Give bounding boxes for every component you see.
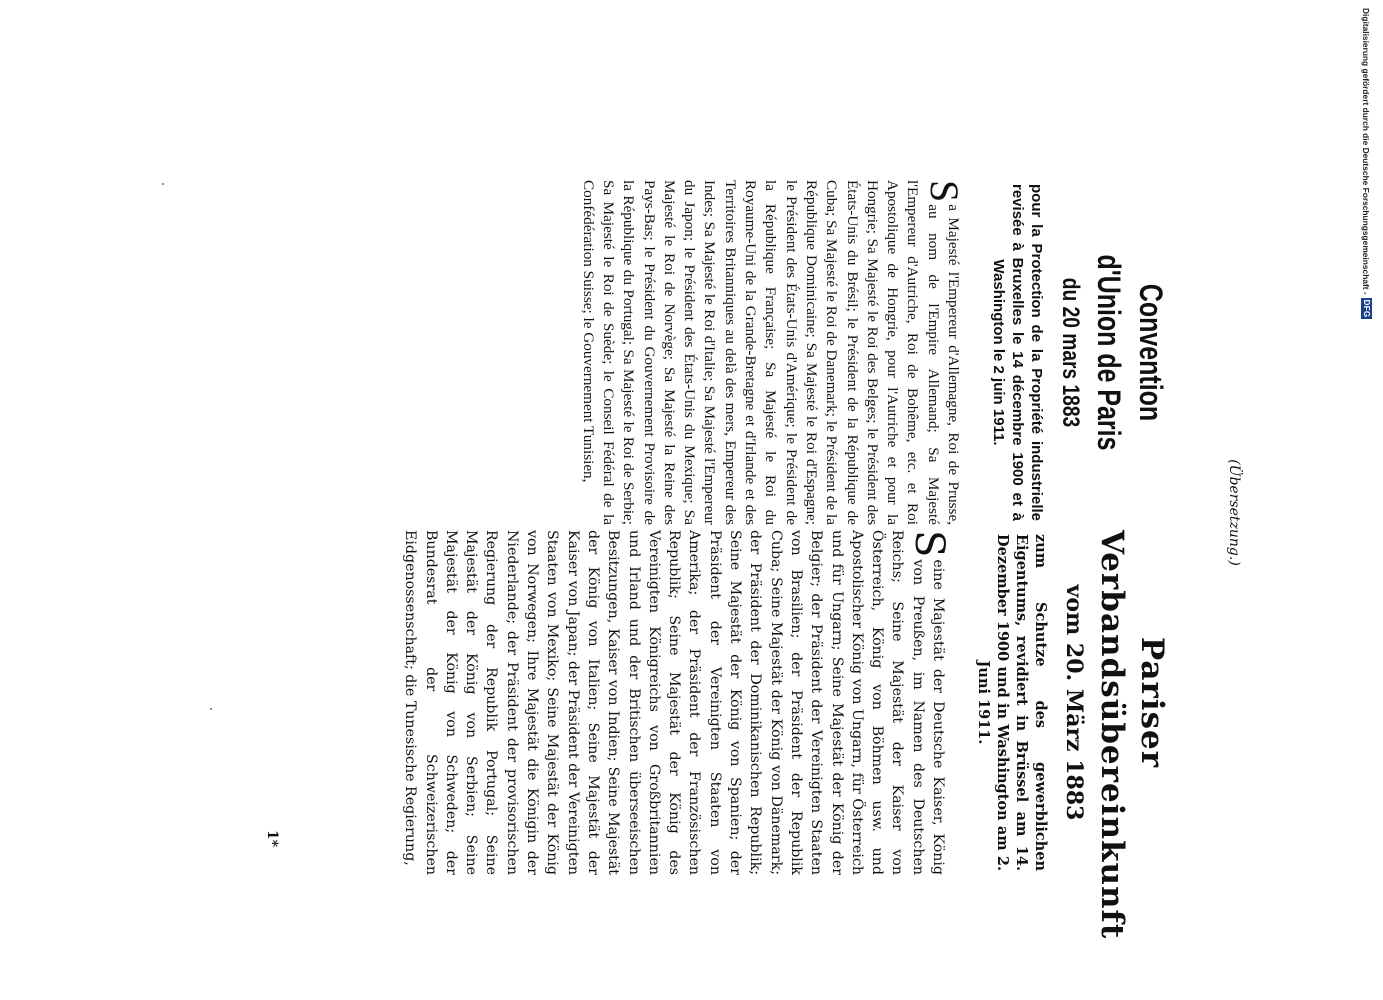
document-page: [200, 150, 1290, 940]
scan-speck: [162, 183, 164, 185]
translation-note: (Übersetzung.): [1226, 459, 1242, 566]
french-title: [1088, 218, 1172, 487]
german-title: [1092, 530, 1172, 940]
german-title-line1: Pariser: [1134, 636, 1170, 769]
german-title-line2: Verbandsübereinkunft: [1094, 530, 1130, 940]
signature-mark: 1*: [264, 830, 280, 848]
german-subtitle: zum Schutze des gewerblichen Eigentums, revidiert in Brüssel am 14. Dezember 1900 und in Washington am 2. Juni 1911.: [975, 534, 1049, 871]
french-title-line2: d'Union de Paris: [1091, 254, 1127, 451]
french-date: du 20 mars 1883: [1057, 277, 1084, 428]
digitization-credit: [1361, 8, 1372, 319]
german-dropcap: S: [906, 530, 952, 558]
scan-speck: [210, 708, 212, 710]
french-body: [577, 180, 967, 525]
german-date: vom 20. März 1883: [1061, 584, 1087, 821]
german-body-text: eine Majestät der Deutsche Kaiser, König von Preußen, im Namen des Deutschen Reichs; Seine Majestät der Kaiser von Österreich, König von Böhmen usw. und Apostolischer König von Ungarn, für Österreich und für Ungarn; Seine Majestät der König der Belgier; der Präsident der Vereinigten Staaten von Brasilien; der Präsident der Republik Cuba; Seine Majestät der König von Dänemark; der Präsident der Dominikanischen Republik; Seine Majestät der König von Spanien; der Präsident der Vereinigten Staaten von Amerika; der Präsident der Französischen Republik; Seine Majestät der König des Vereinigten Königreichs von Großbritannien und Irland und der Britischen überseeischen Besitzungen, Kaiser von Indien; Seine Majestät der König von Italien; Seine Majestät der Kaiser von Japan; der Präsident der Vereinigten Staaten von Mexiko; Seine Majestät der König von Norwegen; Ihre Majestät die Königin der Niederlande; der Präsident der provisorischen Regierung der Republik Portugal; Seine Majestät der König von Serbien; Seine Majestät der König von Schweden; der Bundesrat der Schweizerischen Eidgenossenschaft; die Tunesische Regierung,: [402, 530, 946, 875]
french-title-line1: Convention: [1133, 283, 1169, 422]
french-subtitle: pour la Protection de la Propriété industrielle revisée à Bruxelles le 14 décembre 1900 et à Washington le 2 juin 1911.: [990, 184, 1045, 521]
german-body: [400, 530, 952, 875]
german-column: [400, 530, 1290, 940]
french-dropcap: S: [922, 180, 967, 203]
french-body-text: a Majesté l'Empereur d'Allemagne, Roi de Prusse, au nom de l'Empire Allemand; Sa Majesté l'Empereur d'Autriche, Roi de Bohême, etc. et Roi Apostolique de Hongrie, pour l'Autriche et pour la Hongrie; Sa Majesté le Roi des Belges; le Président des États-Unis du Brésil; le Président de la République de Cuba; Sa Majesté le Roi de Danemark; le Président de la République Dominicaine; Sa Majesté le Roi d'Espagne; le Président des États-Unis d'Amérique; le Président de la République Française; Sa Majesté le Roi du Royaume-Uni de la Grande-Bretagne et d'Irlande et des Territoires Britanniques au delà des mers, Empereur des Indes; Sa Majesté le Roi d'Italie; Sa Majesté l'Empereur du Japon; le Président des États-Unis du Mexique; Sa Majesté le Roi de Norvège; Sa Majesté la Reine des Pays-Bas; le Président du Gouvernement Provisoire de la République du Portugal; Sa Majesté le Roi de Serbie; Sa Majesté le Roi de Suède; le Conseil Fédéral de la Confédération Suisse; le Gouvernement Tunisien,: [579, 180, 962, 525]
dfg-logo-icon: DFG: [1362, 299, 1371, 318]
credit-text: Digitalisierung gefördert durch die Deutsche Forschungsgemeinschaft -: [1361, 8, 1372, 295]
french-column: [577, 180, 1290, 525]
